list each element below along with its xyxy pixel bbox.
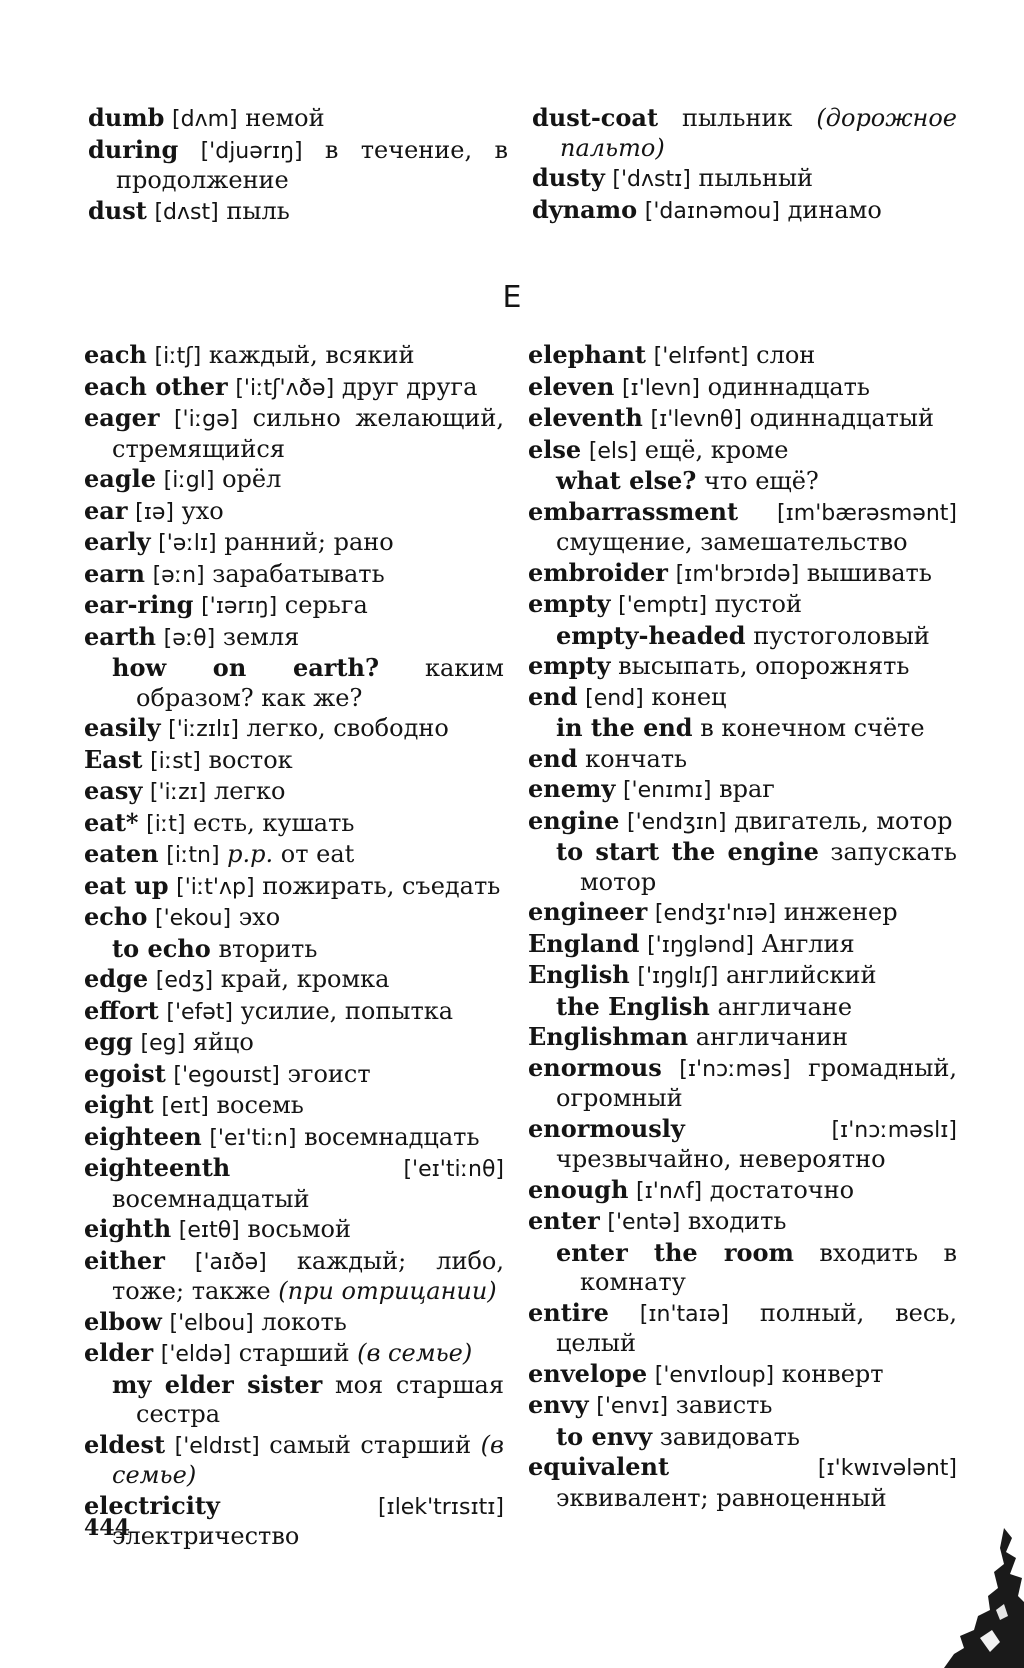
definition: восьмой	[247, 1215, 351, 1243]
transcription: [ɪ'levn]	[621, 375, 700, 401]
headword: earth	[84, 621, 156, 651]
headword: egg	[84, 1027, 133, 1056]
definition: достаточно	[709, 1175, 855, 1204]
dictionary-entry	[528, 651, 957, 682]
transcription: [iːst]	[150, 748, 201, 774]
dictionary-entry	[84, 464, 504, 496]
headword: during	[88, 134, 179, 164]
transcription: ['elbou]	[169, 1310, 254, 1336]
definition: инженер	[783, 898, 898, 926]
section-letter: E	[502, 280, 522, 315]
headword: elder	[84, 1338, 154, 1367]
dictionary-entry	[84, 964, 504, 996]
transcription: ['ekou]	[154, 906, 232, 931]
headword: embroider	[528, 557, 668, 587]
definition: усилие, попытка	[240, 996, 454, 1025]
definition: конец	[651, 682, 727, 711]
main-right-column	[528, 340, 957, 1513]
headword: to start the engine	[556, 837, 819, 866]
headword: in the end	[556, 713, 693, 742]
transcription: [ɪn'taɪə]	[639, 1301, 729, 1327]
dictionary-subentry	[528, 466, 957, 497]
definition: край, кромка	[220, 965, 390, 993]
top-left-column	[88, 103, 508, 227]
transcription: [eɪt]	[161, 1094, 209, 1119]
dictionary-entry	[84, 808, 504, 840]
headword: empty-headed	[556, 620, 746, 650]
headword: empty	[528, 589, 611, 618]
transcription: ['emptɪ]	[618, 593, 708, 618]
headword: either	[84, 1245, 165, 1275]
main-left-column	[84, 340, 504, 1552]
definition: зависть	[675, 1391, 773, 1419]
dictionary-entry	[84, 776, 504, 808]
transcription: ['endʒɪn]	[626, 809, 727, 835]
headword: what else?	[556, 466, 697, 495]
headword: effort	[84, 995, 159, 1025]
dictionary-subentry	[84, 1370, 504, 1430]
headword: elephant	[528, 340, 646, 369]
dictionary-entry	[84, 713, 504, 745]
headword: how on earth?	[112, 653, 380, 682]
definition: пустоголовый	[753, 621, 930, 650]
definition: в конечном счёте	[700, 714, 925, 742]
headword: engine	[528, 805, 620, 835]
transcription: ['eɪ'tiːn]	[209, 1125, 297, 1151]
headword: earn	[84, 558, 145, 588]
definition: эквивалент; равноценный	[556, 1483, 887, 1512]
dictionary-entry	[528, 403, 957, 435]
definition: земля	[222, 622, 300, 651]
transcription: ['eldə]	[160, 1342, 232, 1367]
headword: eighteen	[84, 1121, 202, 1151]
headword: eat*	[84, 807, 139, 837]
headword: end	[528, 681, 578, 711]
dictionary-subentry	[528, 713, 957, 744]
headword: envelope	[528, 1358, 648, 1388]
headword: enough	[528, 1174, 629, 1204]
transcription: [iːgl]	[163, 468, 215, 493]
headword: eldest	[84, 1429, 166, 1459]
headword: else	[528, 434, 582, 464]
definition: в течение, в продолжение	[116, 135, 508, 194]
dictionary-entry	[84, 996, 504, 1028]
headword: early	[84, 527, 151, 556]
top-right-column	[532, 103, 957, 226]
definition: враг	[719, 775, 775, 803]
definition: каким образом? как же?	[136, 654, 504, 712]
headword: eat up	[84, 870, 169, 900]
definition: англичанин	[695, 1023, 849, 1051]
headword: dynamo	[532, 194, 638, 224]
definition: громадный, огромный	[556, 1053, 957, 1112]
transcription: [ɪm'bærəsmənt]	[777, 500, 957, 526]
transcription: [edʒ]	[155, 968, 214, 993]
definition: ранний; рано	[224, 528, 394, 556]
dictionary-entry	[528, 774, 957, 806]
dictionary-entry	[84, 527, 504, 559]
definition: яйцо	[192, 1028, 254, 1056]
dictionary-subentry	[528, 992, 957, 1023]
dictionary-entry	[84, 1491, 504, 1552]
definition: электричество	[112, 1522, 300, 1550]
definition: высыпать, опорожнять	[618, 652, 910, 680]
transcription: ['aɪðə]	[194, 1249, 267, 1275]
dictionary-entry	[528, 1114, 957, 1175]
transcription: ['ɪŋglɪʃ]	[637, 964, 719, 989]
headword: enormous	[528, 1052, 662, 1082]
dictionary-entry	[532, 103, 957, 163]
definition: завидовать	[659, 1422, 800, 1451]
transcription: ['ɪərɪŋ]	[201, 594, 278, 619]
transcription: [dʌm]	[172, 107, 238, 132]
headword: embarrassment	[528, 496, 739, 526]
grammar-note: p.p.	[227, 840, 274, 868]
headword: eaten	[84, 839, 159, 868]
transcription: ['əːlɪ]	[158, 531, 217, 556]
definition: восемнадцать	[304, 1122, 480, 1151]
definition: динамо	[787, 195, 882, 224]
dictionary-entry	[84, 1090, 504, 1122]
transcription: ['iːzɪlɪ]	[168, 717, 239, 742]
usage-note: (в семье)	[357, 1339, 473, 1367]
dictionary-entry	[84, 1307, 504, 1339]
definition: легко, свободно	[246, 714, 449, 742]
transcription: ['djuərɪŋ]	[200, 138, 303, 164]
definition: входить	[687, 1207, 787, 1235]
headword: eighteenth	[84, 1153, 231, 1182]
headword: echo	[84, 902, 148, 931]
headword: enter	[528, 1206, 600, 1235]
definition: одиннадцатый	[749, 404, 935, 432]
headword: elbow	[84, 1306, 162, 1336]
usage-note: (дорожное пальто)	[560, 104, 957, 162]
headword: entire	[528, 1297, 609, 1327]
dictionary-entry	[84, 871, 504, 903]
transcription: [iːtn]	[166, 843, 220, 868]
dictionary-entry	[84, 372, 504, 404]
definition: двигатель, мотор	[734, 806, 953, 835]
definition: англичане	[717, 992, 853, 1021]
transcription: [ɪ'levnθ]	[650, 407, 742, 432]
definition: ещё, кроме	[644, 435, 789, 464]
headword: easy	[84, 776, 143, 805]
dictionary-subentry	[84, 934, 504, 965]
headword: East	[84, 744, 143, 774]
transcription: ['enɪmɪ]	[622, 778, 712, 803]
transcription: [els]	[588, 438, 638, 464]
dictionary-entry	[84, 1246, 504, 1307]
dictionary-entry	[528, 744, 957, 775]
definition: пустой	[714, 590, 802, 618]
definition: пыль	[226, 196, 290, 225]
dictionary-entry	[84, 1214, 504, 1246]
dictionary-entry	[84, 622, 504, 654]
page-number: 444	[84, 1515, 130, 1541]
definition: конверт	[781, 1359, 884, 1388]
headword: enormously	[528, 1113, 685, 1143]
transcription: [əːθ]	[163, 625, 216, 651]
dictionary-entry	[528, 435, 957, 467]
headword: dusty	[532, 163, 605, 192]
transcription: [ɪ'nɔːməs]	[679, 1056, 791, 1082]
dictionary-entry	[84, 839, 504, 871]
dictionary-entry	[528, 806, 957, 838]
dictionary-entry	[88, 196, 508, 228]
dictionary-entry	[88, 135, 508, 196]
dictionary-entry	[84, 496, 504, 528]
dictionary-entry	[528, 558, 957, 590]
transcription: [end]	[585, 685, 644, 711]
headword: enemy	[528, 774, 616, 803]
dictionary-entry	[84, 902, 504, 934]
dictionary-entry	[528, 1359, 957, 1391]
definition: пожирать, съедать	[262, 871, 501, 900]
dictionary-entry	[84, 340, 504, 372]
dictionary-entry	[84, 559, 504, 591]
transcription: ['envɪloup]	[654, 1362, 775, 1388]
headword: easily	[84, 713, 161, 742]
headword: my elder sister	[112, 1369, 323, 1399]
transcription: [ɪ'nɔːməslɪ]	[831, 1117, 957, 1143]
usage-note: (в семье)	[112, 1430, 504, 1489]
transcription: ['dʌstɪ]	[612, 167, 691, 192]
headword: dumb	[88, 103, 165, 132]
transcription: [ɪlek'trɪsɪtɪ]	[377, 1494, 504, 1520]
headword: eight	[84, 1090, 154, 1119]
headword: enter the room	[556, 1237, 794, 1267]
definition: английский	[725, 961, 877, 989]
definition: легко	[214, 777, 286, 805]
dictionary-entry	[528, 1206, 957, 1238]
headword: engineer	[528, 897, 648, 926]
dictionary-subentry	[528, 1238, 957, 1298]
transcription: [iːtʃ]	[154, 344, 202, 369]
definition: немой	[245, 104, 325, 132]
definition: зарабатывать	[212, 559, 385, 588]
headword: egoist	[84, 1058, 166, 1088]
definition: чрезвычайно, невероятно	[556, 1145, 886, 1173]
headword: edge	[84, 964, 149, 993]
dictionary-entry	[528, 1390, 957, 1422]
dictionary-entry	[84, 1059, 504, 1091]
dictionary-entry	[528, 1022, 957, 1053]
definition: восемь	[216, 1091, 304, 1119]
headword: eighth	[84, 1214, 172, 1243]
dictionary-entry	[528, 497, 957, 558]
headword: each	[84, 340, 147, 369]
headword: England	[528, 928, 640, 958]
definition: друг друга	[341, 372, 478, 401]
transcription: ['entə]	[607, 1210, 681, 1235]
definition: старший	[238, 1339, 350, 1367]
dictionary-subentry	[528, 837, 957, 897]
dictionary-entry	[528, 1298, 957, 1359]
definition: пыльник	[682, 104, 793, 132]
headword: English	[528, 960, 630, 989]
definition: от eat	[280, 840, 355, 868]
definition: есть, кушать	[193, 808, 355, 837]
dictionary-entry	[528, 1452, 957, 1513]
dictionary-entry	[528, 960, 957, 992]
headword: to echo	[112, 933, 211, 963]
definition: локоть	[261, 1307, 347, 1336]
dictionary-entry	[84, 1027, 504, 1059]
definition: орёл	[222, 465, 282, 493]
dictionary-entry	[528, 929, 957, 961]
usage-note: (при отрицании)	[278, 1277, 497, 1305]
transcription: [eɪtθ]	[178, 1218, 240, 1243]
definition: эгоист	[287, 1059, 371, 1088]
headword: eleven	[528, 371, 615, 401]
dictionary-entry	[528, 589, 957, 621]
dictionary-entry	[84, 1430, 504, 1491]
transcription: ['daɪnəmou]	[644, 198, 780, 224]
dictionary-entry	[84, 1153, 504, 1214]
transcription: [ɪə]	[135, 499, 174, 525]
definition: кончать	[585, 744, 688, 773]
transcription: ['eldɪst]	[174, 1433, 260, 1459]
headword: equivalent	[528, 1452, 670, 1481]
transcription: ['iːt'ʌp]	[176, 874, 255, 900]
dictionary-entry	[528, 897, 957, 929]
headword: eleventh	[528, 403, 643, 432]
dictionary-subentry	[528, 1422, 957, 1453]
headword: eagle	[84, 464, 156, 493]
dictionary-entry	[84, 403, 504, 464]
transcription: [dʌst]	[154, 199, 219, 225]
definition: полный, весь, целый	[556, 1298, 957, 1357]
headword: ear	[84, 495, 128, 525]
dictionary-entry	[88, 103, 508, 135]
dictionary-entry	[84, 745, 504, 777]
dictionary-entry	[528, 682, 957, 714]
definition: каждый, всякий	[208, 341, 415, 369]
dictionary-entry	[532, 163, 957, 195]
headword: electricity	[84, 1490, 220, 1520]
headword: eager	[84, 403, 160, 432]
headword: each other	[84, 371, 228, 401]
definition: моя старшая сестра	[136, 1370, 504, 1428]
definition: каждый; либо, тоже; также	[112, 1246, 504, 1305]
headword: empty	[528, 651, 611, 680]
dictionary-entry	[528, 1053, 957, 1114]
headword: to envy	[556, 1421, 653, 1451]
definition: эхо	[238, 903, 281, 931]
definition: запускать мотор	[580, 838, 957, 896]
transcription: [iːt]	[146, 811, 186, 837]
transcription: ['iːtʃ'ʌðə]	[235, 375, 335, 401]
dictionary-entry	[84, 1338, 504, 1370]
transcription: ['elɪfənt]	[653, 344, 749, 369]
headword: the English	[556, 991, 710, 1021]
headword: end	[528, 743, 578, 773]
dictionary-entry	[532, 195, 957, 227]
definition: Англия	[761, 929, 855, 958]
definition: пыльный	[698, 164, 814, 192]
dictionary-entry	[84, 1122, 504, 1154]
dictionary-subentry	[84, 653, 504, 713]
definition: ухо	[181, 496, 224, 525]
transcription: ['iːzɪ]	[149, 780, 207, 805]
definition: входить в комнату	[580, 1238, 957, 1296]
dictionary-entry	[528, 340, 957, 372]
transcription: [əːn]	[152, 562, 205, 588]
headword: envy	[528, 1390, 589, 1419]
definition: вторить	[218, 934, 318, 963]
definition: слон	[756, 341, 816, 369]
definition: серьга	[284, 591, 368, 619]
dictionary-entry	[84, 590, 504, 622]
headword: dust	[88, 195, 147, 225]
dictionary-entry	[528, 372, 957, 404]
headword: Englishman	[528, 1022, 689, 1051]
transcription: ['envɪ]	[596, 1394, 669, 1419]
transcription: [ɪ'nʌf]	[636, 1178, 703, 1204]
definition: самый старший	[269, 1430, 472, 1459]
transcription: [endʒɪ'nɪə]	[654, 901, 777, 926]
dictionary-entry	[528, 1175, 957, 1207]
definition: вышивать	[806, 558, 932, 587]
transcription: ['egouɪst]	[173, 1062, 280, 1088]
scan-artifact-graphic	[934, 1518, 1024, 1668]
transcription: ['ɪŋglənd]	[647, 932, 754, 958]
transcription: [ɪm'brɔɪdə]	[675, 561, 800, 587]
definition: сильно желающий, стремящийся	[112, 404, 504, 463]
transcription: [eg]	[140, 1031, 186, 1056]
definition: что ещё?	[703, 467, 819, 495]
transcription: ['eɪ'tiːnθ]	[403, 1157, 504, 1182]
headword: ear-ring	[84, 590, 194, 619]
definition: смущение, замешательство	[556, 528, 908, 556]
definition: одиннадцать	[707, 372, 870, 401]
headword: dust-coat	[532, 103, 659, 132]
transcription: ['iːgə]	[173, 407, 239, 432]
transcription: [ɪ'kwɪvələnt]	[817, 1456, 957, 1481]
transcription: ['efət]	[166, 999, 234, 1025]
dictionary-subentry	[528, 621, 957, 652]
definition: восемнадцатый	[112, 1184, 310, 1213]
definition: восток	[208, 745, 293, 774]
